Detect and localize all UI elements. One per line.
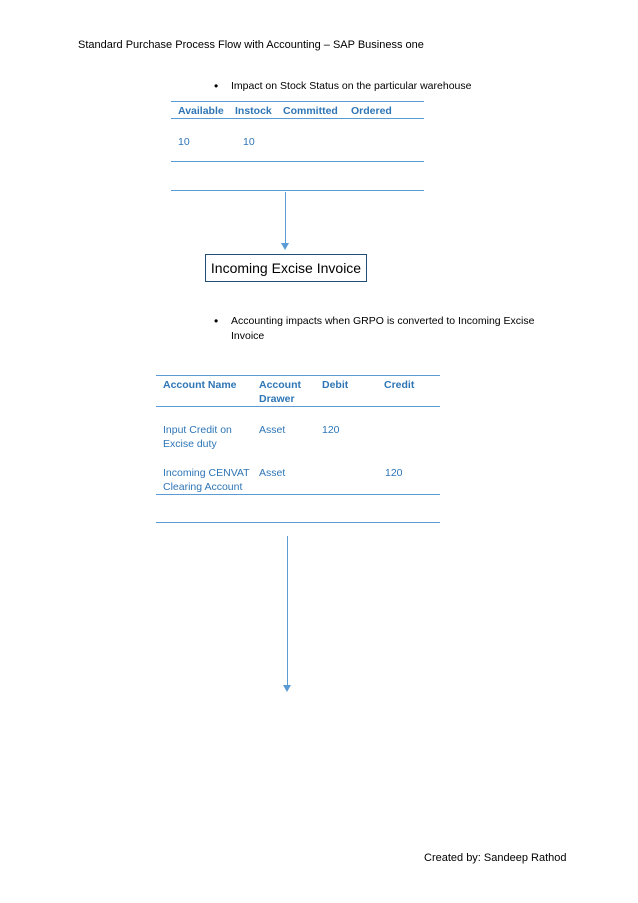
acct-col-account-name: Account Name xyxy=(163,379,237,391)
stock-col-instock: Instock xyxy=(235,105,272,117)
page-header-title: Standard Purchase Process Flow with Accounting – SAP Business one xyxy=(78,39,424,51)
stock-bullet-text: Impact on Stock Status on the particular warehouse xyxy=(231,80,472,92)
bullet-dot: • xyxy=(214,314,219,328)
stock-cell-available: 10 xyxy=(178,136,190,148)
stock-bullet xyxy=(214,79,514,95)
accounting-bullet-line1: Accounting impacts when GRPO is converted to Incoming Excise xyxy=(231,315,535,327)
flow-box-incoming-excise-invoice: Incoming Excise Invoice xyxy=(205,254,367,282)
accounting-bullet-line2: Invoice xyxy=(231,330,265,342)
accounting-bullet xyxy=(214,314,554,346)
acct-row2-name-l2: Clearing Account xyxy=(163,481,243,493)
acct-row1-debit: 120 xyxy=(322,424,340,436)
acct-table-row-rule xyxy=(156,494,440,495)
acct-table-header-rule xyxy=(156,406,440,407)
acct-row2-name-l1: Incoming CENVAT xyxy=(163,467,250,479)
footer-created-by: Created by: Sandeep Rathod xyxy=(424,852,567,864)
acct-row2-credit: 120 xyxy=(385,467,403,479)
stock-table-top-rule xyxy=(171,101,424,102)
flow-arrow-head-1 xyxy=(281,243,289,250)
stock-col-available: Available xyxy=(178,105,224,117)
stock-table-bottom-rule xyxy=(171,190,424,191)
acct-table-bottom-rule xyxy=(156,522,440,523)
acct-row1-drawer: Asset xyxy=(259,424,286,436)
acct-row2-drawer: Asset xyxy=(259,467,286,479)
acct-col-credit: Credit xyxy=(384,379,415,391)
acct-row1-name-l2: Excise duty xyxy=(163,438,217,450)
bullet-dot: • xyxy=(214,79,219,93)
flow-arrow-line-1 xyxy=(285,192,286,244)
acct-table-top-rule xyxy=(156,375,440,376)
stock-col-committed: Committed xyxy=(283,105,338,117)
stock-col-ordered: Ordered xyxy=(351,105,392,117)
acct-col-account-drawer-l2: Drawer xyxy=(259,393,295,405)
acct-col-account-drawer-l1: Account xyxy=(259,379,301,391)
stock-table-header-rule xyxy=(171,118,424,119)
flow-arrow-line-2 xyxy=(287,536,288,686)
stock-table-row-rule xyxy=(171,161,424,162)
acct-row1-name-l1: Input Credit on xyxy=(163,424,232,436)
flow-arrow-head-2 xyxy=(283,685,291,692)
acct-col-debit: Debit xyxy=(322,379,349,391)
stock-cell-instock: 10 xyxy=(243,136,255,148)
